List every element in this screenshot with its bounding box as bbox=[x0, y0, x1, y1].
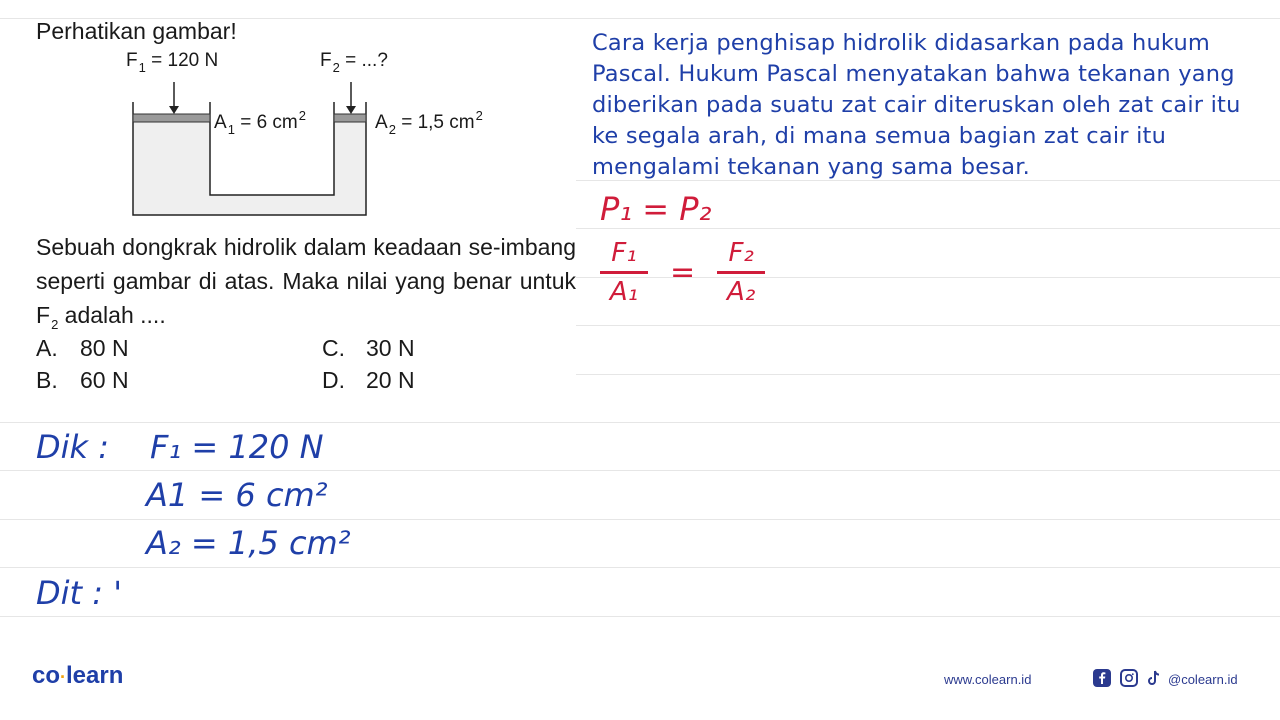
label-f1: $F_1 = 120$ N bbox=[126, 50, 219, 75]
ruled-line bbox=[576, 325, 1280, 326]
formula-pressure: P₁ = P₂ bbox=[600, 190, 712, 228]
hydraulic-figure bbox=[120, 50, 520, 230]
label-a1: $A_1 = 6$ $cm^2$ bbox=[214, 108, 306, 137]
fraction-right-numerator: F₂ bbox=[728, 238, 754, 268]
piston-left bbox=[133, 114, 210, 122]
label-f2: $F_2$ = ...? bbox=[320, 50, 388, 75]
fraction-left bbox=[600, 238, 648, 307]
question-title: Perhatikan gambar! bbox=[36, 18, 237, 44]
ruled-line bbox=[0, 422, 1280, 423]
fraction-right bbox=[717, 238, 765, 307]
piston-right bbox=[334, 114, 366, 122]
instagram-icon[interactable] bbox=[1120, 669, 1138, 687]
ruled-line bbox=[0, 567, 1280, 568]
ruled-line bbox=[576, 374, 1280, 375]
dik-f1: F₁ = 120 N bbox=[150, 428, 324, 466]
dit-label: Dit : ' bbox=[36, 574, 122, 612]
option-b: B. 60 N bbox=[36, 367, 129, 393]
dik-a1: A1 = 6 cm² bbox=[146, 476, 328, 514]
fraction-equals: = bbox=[670, 255, 696, 290]
fraction-left-denominator: A₁ bbox=[609, 277, 639, 307]
hydraulic-jack-diagram bbox=[120, 50, 520, 230]
dik-a2: A₂ = 1,5 cm² bbox=[146, 524, 351, 562]
fraction-right-denominator: A₂ bbox=[727, 277, 756, 307]
colearn-logo: co·learn bbox=[32, 662, 124, 689]
option-a: A. 80 N bbox=[36, 335, 129, 361]
formula-fraction bbox=[600, 238, 765, 307]
explanation-text: Cara kerja penghisap hidrolik didasarkan pada hukum Pascal. Hukum Pascal menyatakan bahwa tekanan yang diberikan pada suatu zat cair diteruskan oleh zat cair itu ke segala arah, di mana semua bagian zat cair itu mengalami tekanan yang sama besar. bbox=[592, 30, 1241, 180]
option-c: C. 30 N bbox=[322, 335, 415, 361]
dik-label: Dik : bbox=[36, 428, 110, 466]
arrow-f2-head bbox=[346, 106, 356, 114]
ruled-line bbox=[0, 616, 1280, 617]
option-d: D. 20 N bbox=[322, 367, 415, 393]
tiktok-icon[interactable] bbox=[1145, 669, 1163, 687]
question-text: Sebuah dongkrak hidrolik dalam keadaan se-imbang seperti gambar di atas. Maka nilai yang benar untuk $F_2$ adalah .... bbox=[36, 234, 576, 332]
label-a2: $A_2 = 1,5$ $cm^2$ bbox=[375, 108, 483, 137]
fraction-left-numerator: F₁ bbox=[611, 238, 637, 268]
ruled-line bbox=[0, 470, 1280, 471]
footer-website[interactable]: www.colearn.id bbox=[944, 672, 1032, 687]
facebook-icon[interactable] bbox=[1093, 669, 1111, 687]
fraction-bar bbox=[600, 271, 648, 274]
ruled-line bbox=[576, 228, 1280, 229]
arrow-f1-head bbox=[169, 106, 179, 114]
footer-handle[interactable]: @colearn.id bbox=[1168, 672, 1238, 687]
fraction-bar bbox=[717, 271, 765, 274]
ruled-line bbox=[0, 519, 1280, 520]
